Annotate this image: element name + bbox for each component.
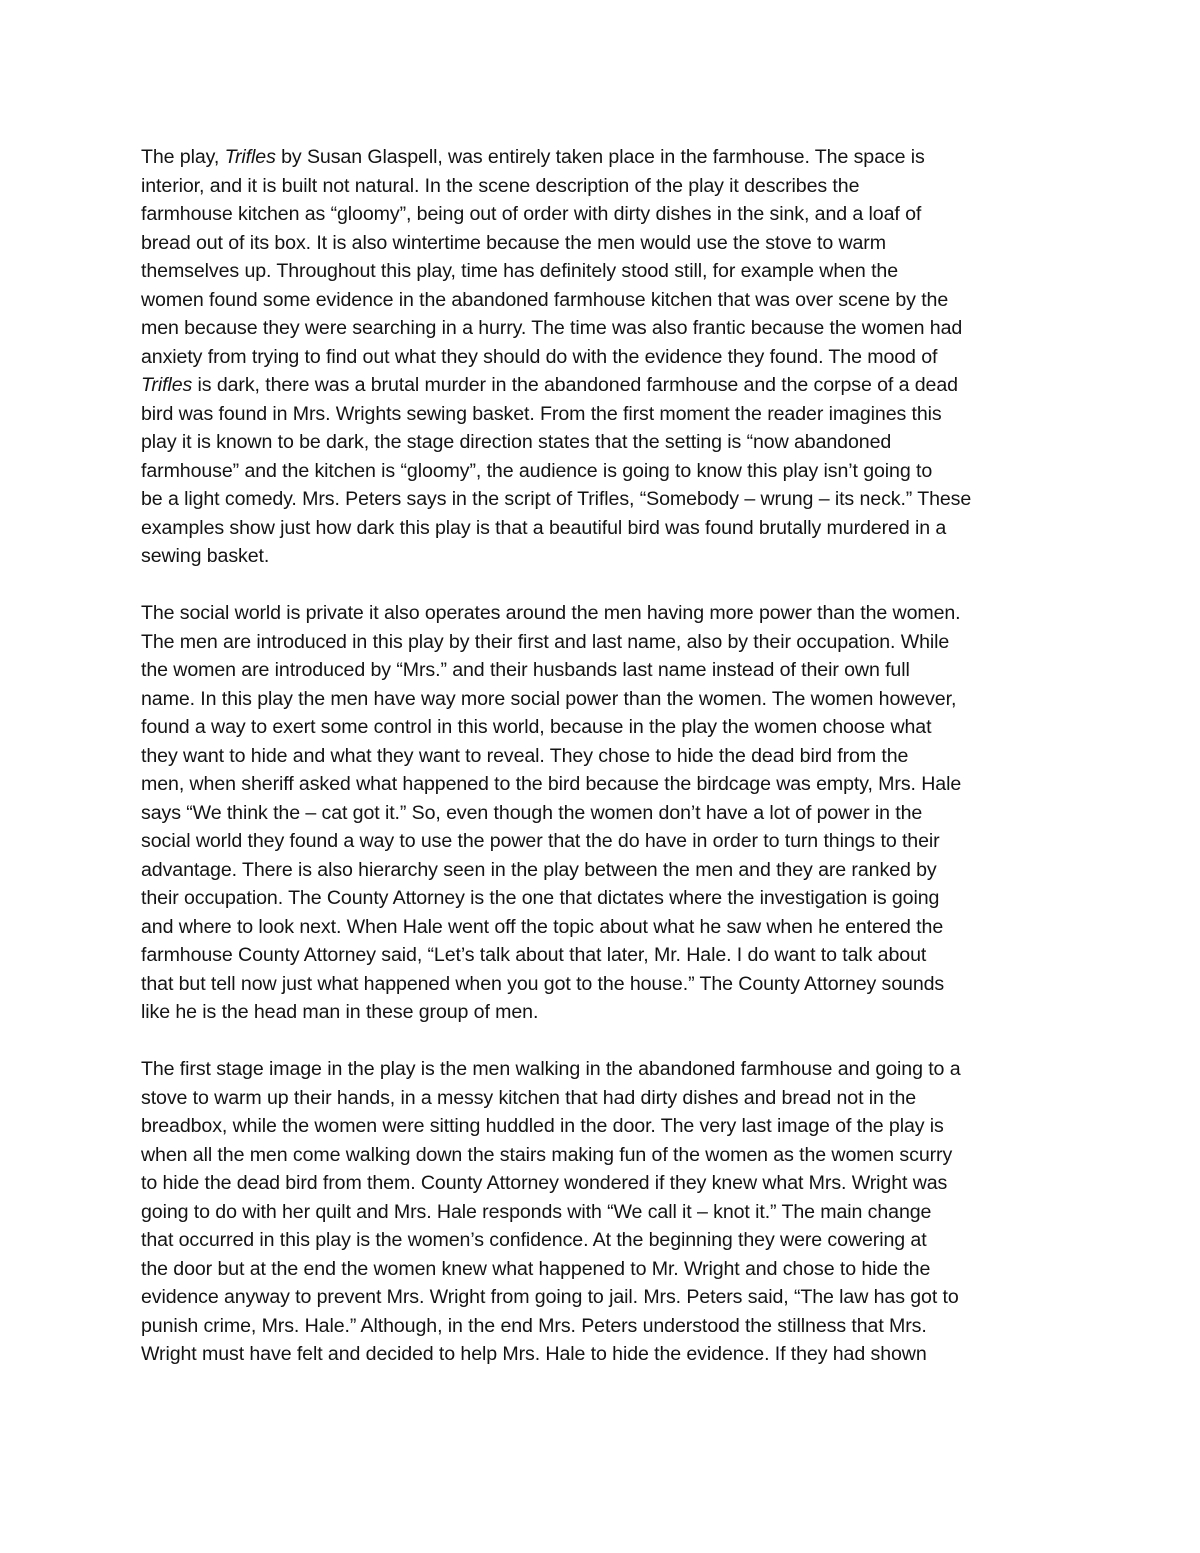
text-line (141, 970, 1071, 999)
text-line (141, 457, 1071, 486)
text-line (141, 1226, 1071, 1255)
text-line (141, 599, 1071, 628)
text-segment: to hide the dead bird from them. County Attorney wondered if they knew what Mrs. Wright was (141, 1172, 948, 1194)
paragraph (141, 599, 1071, 1027)
text-segment: like he is the head man in these group of men. (141, 1001, 539, 1023)
text-line (141, 229, 1071, 258)
essay-body (141, 143, 1071, 1397)
text-segment: be a light comedy. Mrs. Peters says in the script of Trifles, “Somebody – wrung – its neck.” These (141, 488, 972, 510)
text-segment: the women are introduced by “Mrs.” and their husbands last name instead of their own full (141, 659, 910, 681)
text-segment: advantage. There is also hierarchy seen in the play between the men and they are ranked by (141, 858, 937, 881)
text-segment: that occurred in this play is the women’s confidence. At the beginning they were cowering at (141, 1229, 927, 1251)
text-line (141, 742, 1071, 771)
text-line (141, 514, 1071, 543)
text-segment: farmhouse kitchen as “gloomy”, being out of order with dirty dishes in the sink, and a loaf of (141, 203, 922, 225)
text-line (141, 827, 1071, 856)
text-segment: they want to hide and what they want to reveal. They chose to hide the dead bird from the (141, 744, 909, 767)
text-line (141, 542, 1071, 571)
text-segment: men because they were searching in a hurry. The time was also frantic because the women had (141, 317, 963, 339)
text-segment: The men are introduced in this play by their first and last name, also by their occupation. While (141, 630, 950, 653)
text-segment: by Susan Glaspell, was entirely taken place in the farmhouse. The space is (275, 146, 925, 168)
text-line (141, 1255, 1071, 1284)
text-line (141, 685, 1071, 714)
text-segment: says “We think the – cat got it.” So, even though the women don’t have a lot of power in the (141, 801, 923, 824)
text-line (141, 770, 1071, 799)
text-line (141, 884, 1071, 913)
text-line (141, 400, 1071, 429)
text-segment: their occupation. The County Attorney is the one that dictates where the investigation is going (141, 887, 940, 909)
text-segment: evidence anyway to prevent Mrs. Wright from going to jail. Mrs. Peters said, “The law has got to (141, 1286, 959, 1308)
text-segment: men, when sheriff asked what happened to the bird because the birdcage was empty, Mrs. Hale (141, 773, 962, 795)
text-line (141, 172, 1071, 201)
text-line (141, 1055, 1071, 1084)
text-line (141, 656, 1071, 685)
text-segment: and where to look next. When Hale went off the topic about what he saw when he entered the (141, 915, 944, 938)
text-line (141, 628, 1071, 657)
paragraph (141, 143, 1071, 571)
text-segment: when all the men come walking down the stairs making fun of the women as the women scurry (141, 1143, 953, 1166)
text-line (141, 200, 1071, 229)
text-segment: examples show just how dark this play is that a beautiful bird was found brutally murdered in a (141, 516, 947, 539)
text-segment: The play, (141, 146, 225, 168)
text-segment: breadbox, while the women were sitting huddled in the door. The very last image of the play is (141, 1115, 944, 1137)
text-segment: women found some evidence in the abandoned farmhouse kitchen that was over scene by the (141, 288, 949, 311)
text-line (141, 1112, 1071, 1141)
text-line (141, 1340, 1071, 1369)
text-line (141, 428, 1071, 457)
text-segment: that but tell now just what happened when you got to the house.” The County Attorney sounds (141, 972, 945, 995)
text-segment: interior, and it is built not natural. In the scene description of the play it describes the (141, 174, 860, 197)
text-segment: bird was found in Mrs. Wrights sewing basket. From the first moment the reader imagines this (141, 402, 942, 425)
text-line (141, 856, 1071, 885)
text-segment: the door but at the end the women knew what happened to Mr. Wright and chose to hide the (141, 1257, 931, 1280)
text-line (141, 1198, 1071, 1227)
text-line (141, 1141, 1071, 1170)
text-segment: punish crime, Mrs. Hale.” Although, in the end Mrs. Peters understood the stillness that Mrs. (141, 1314, 927, 1337)
text-line (141, 485, 1071, 514)
text-line (141, 314, 1071, 343)
text-line (141, 343, 1071, 372)
text-segment: sewing basket. (141, 545, 270, 567)
text-line (141, 143, 1071, 172)
italic-title-text: Trifles (224, 146, 276, 168)
text-line (141, 913, 1071, 942)
italic-title-text: Trifles (141, 374, 193, 396)
text-segment: Wright must have felt and decided to help Mrs. Hale to hide the evidence. If they had shown (141, 1343, 927, 1365)
text-line (141, 998, 1071, 1027)
text-segment: going to do with her quilt and Mrs. Hale responds with “We call it – knot it.” The main change (141, 1200, 932, 1223)
text-segment: social world they found a way to use the power that the do have in order to turn things to their (141, 830, 940, 852)
text-line (141, 941, 1071, 970)
text-segment: The social world is private it also operates around the men having more power than the women. (141, 602, 961, 624)
text-segment: found a way to exert some control in this world, because in the play the women choose what (141, 716, 932, 738)
text-line (141, 713, 1071, 742)
text-segment: bread out of its box. It is also wintertime because the men would use the stove to warm (141, 231, 886, 254)
text-line (141, 1283, 1071, 1312)
text-line (141, 799, 1071, 828)
text-segment: stove to warm up their hands, in a messy kitchen that had dirty dishes and bread not in the (141, 1086, 917, 1109)
text-segment: name. In this play the men have way more social power than the women. The women however, (141, 687, 957, 710)
paragraph (141, 1055, 1071, 1369)
text-segment: The first stage image in the play is the men walking in the abandoned farmhouse and going to a (141, 1058, 961, 1080)
text-line (141, 371, 1071, 400)
text-segment: is dark, there was a brutal murder in the abandoned farmhouse and the corpse of a dead (192, 374, 958, 396)
text-line (141, 286, 1071, 315)
text-line (141, 257, 1071, 286)
text-segment: farmhouse County Attorney said, “Let’s talk about that later, Mr. Hale. I do want to talk about (141, 944, 927, 966)
text-line (141, 1084, 1071, 1113)
text-segment: farmhouse” and the kitchen is “gloomy”, the audience is going to know this play isn’t going to (141, 459, 933, 482)
text-segment: play it is known to be dark, the stage direction states that the setting is “now abandoned (141, 431, 892, 453)
text-line (141, 1169, 1071, 1198)
text-line (141, 1312, 1071, 1341)
text-segment: themselves up. Throughout this play, time has definitely stood still, for example when the (141, 260, 899, 282)
text-segment: anxiety from trying to find out what they should do with the evidence they found. The mood of (141, 345, 938, 368)
